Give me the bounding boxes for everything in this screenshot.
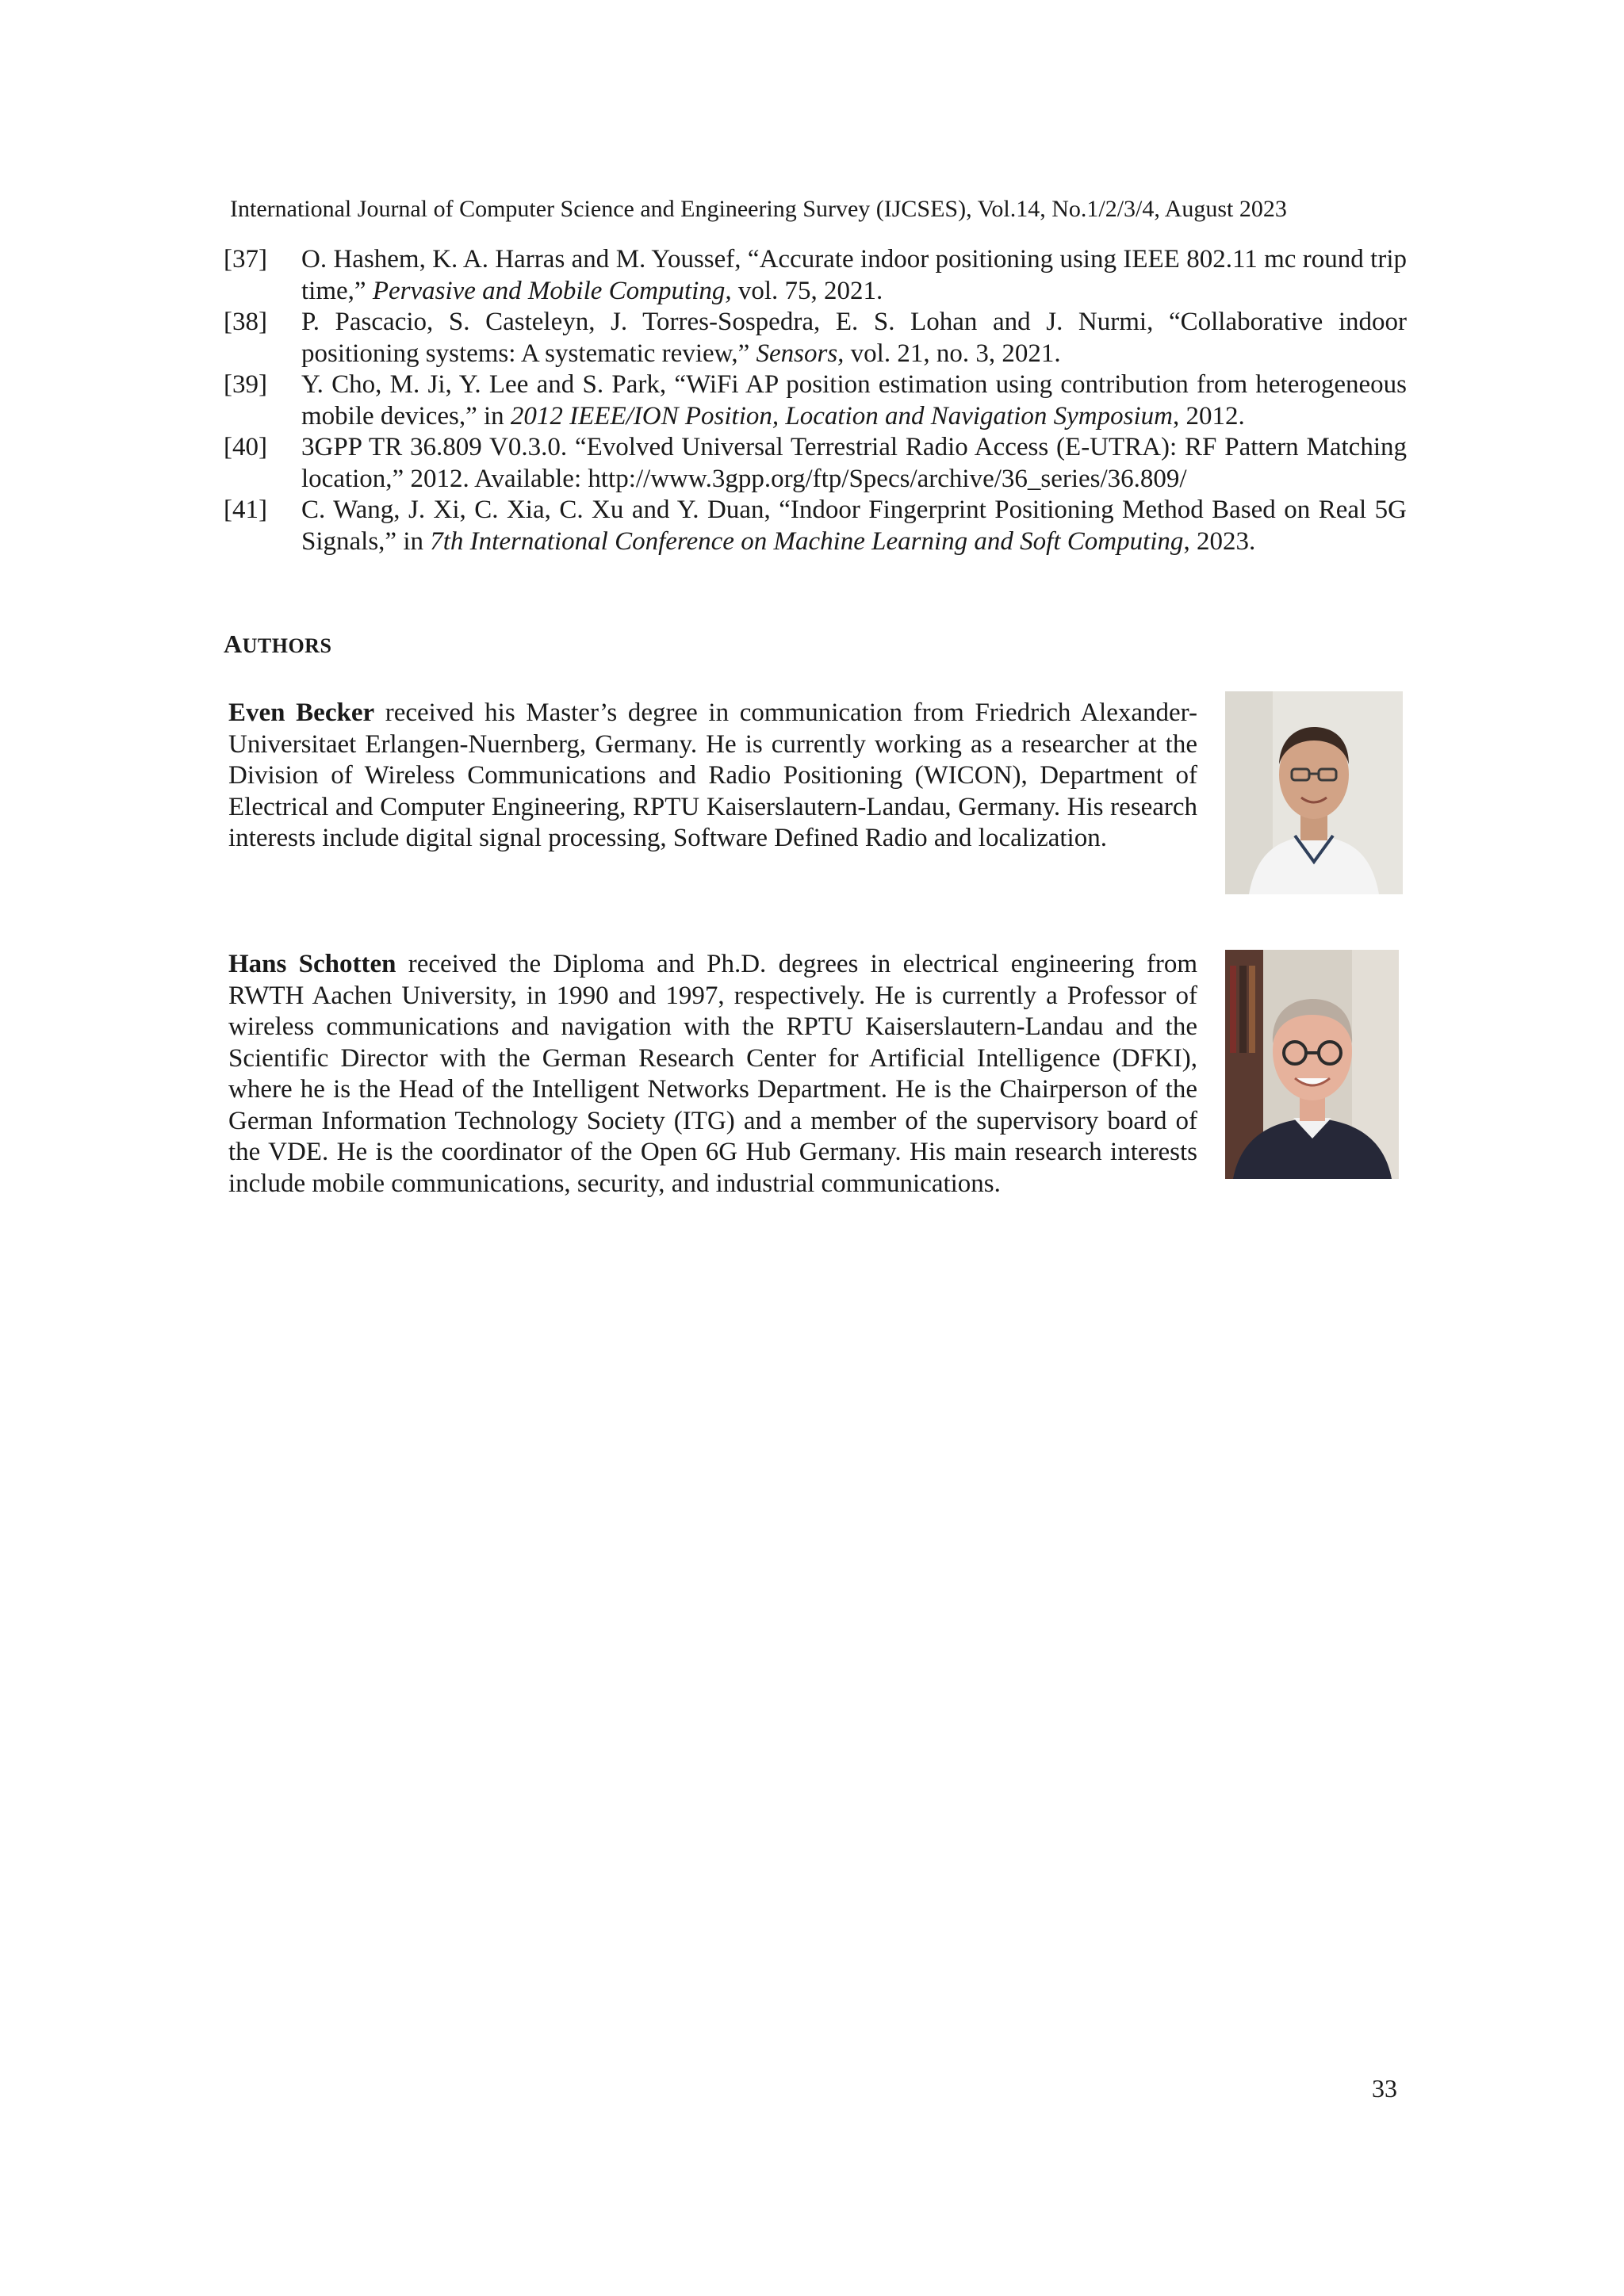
authors-heading-initial: A	[224, 629, 243, 658]
reference-item	[224, 307, 1407, 369]
author-bio	[228, 698, 1197, 855]
authors-heading	[224, 628, 331, 662]
author-bio-text: received the Diploma and Ph.D. degrees in electrical engineering from RWTH Aachen University, in 1990 and 1997, respectively. He is currently a Professor of wireless communications and navigation with the RPTU Kaiserslautern-Landau and the Scientific Director with the German Research Center for Artificial Intelligence (DFKI), where he is the Head of the Intelligent Networks Department. He is the Chairperson of the German Information Technology Society (ITG) and a member of the supervisory board of the VDE. He is the coordinator of the Open 6G Hub Germany. His main research interests include mobile communications, security, and industrial communications.	[228, 950, 1197, 1198]
authors-heading-rest: UTHORS	[242, 634, 332, 657]
reference-number: [40]	[224, 433, 267, 461]
reference-text	[301, 432, 1407, 495]
reference-text-tail: vol. 75, 2021.	[731, 276, 883, 305]
reference-venue: Pervasive and Mobile Computing,	[372, 276, 732, 305]
reference-number: [39]	[224, 370, 267, 399]
reference-text-main: P. Pascacio, S. Casteleyn, J. Torres-Sospedra, E. S. Lohan and J. Nurmi, “Collaborative indoor positioning systems: A systematic review,”	[301, 308, 1407, 368]
reference-text	[301, 495, 1407, 557]
reference-text-main: 3GPP TR 36.809 V0.3.0. “Evolved Universal Terrestrial Radio Access (E-UTRA): RF Pattern Matching location,” 2012. Available: http://www.3gpp.org/ftp/Specs/archive/36_series/36.809/	[301, 433, 1407, 493]
reference-text	[301, 369, 1407, 432]
journal-header: International Journal of Computer Science and Engineering Survey (IJCSES), Vol.14, No.1/2/3/4, August 2023	[230, 196, 1287, 222]
reference-venue: 7th International Conference on Machine Learning and Soft Computing	[430, 526, 1184, 556]
reference-text-tail: , 2023.	[1183, 526, 1256, 556]
author-photo	[1225, 950, 1399, 1179]
author-bio	[228, 949, 1197, 1200]
author-photo	[1225, 691, 1403, 894]
reference-number: [41]	[224, 496, 267, 524]
author-portrait-image	[1225, 950, 1399, 1179]
author-name: Hans Schotten	[228, 950, 396, 978]
reference-text-main: C. Wang, J. Xi, C. Xia, C. Xu and Y. Duan, “Indoor Fingerprint Positioning Method Based on Real 5G Signals,” in	[301, 496, 1407, 556]
reference-number: [38]	[224, 308, 267, 336]
author-portrait-image	[1225, 691, 1403, 894]
reference-text-tail: , 2012.	[1172, 401, 1245, 430]
reference-item	[224, 369, 1407, 432]
reference-item	[224, 244, 1407, 307]
reference-text-tail: vol. 21, no. 3, 2021.	[844, 339, 1061, 368]
author-bio-text: received his Master’s degree in communication from Friedrich Alexander-Universitaet Erlangen-Nuernberg, Germany. He is currently working as a researcher at the Division of Wireless Communications and Radio Positioning (WICON), Department of Electrical and Computer Engineering, RPTU Kaiserslautern-Landau, Germany. His research interests include digital signal processing, Software Defined Radio and localization.	[228, 698, 1197, 852]
reference-venue: Sensors,	[756, 339, 845, 368]
reference-text	[301, 244, 1407, 307]
reference-text-main: O. Hashem, K. A. Harras and M. Youssef, “Accurate indoor positioning using IEEE 802.11 mc round trip time,”	[301, 245, 1407, 305]
reference-list	[224, 244, 1407, 557]
reference-text	[301, 307, 1407, 369]
reference-item	[224, 432, 1407, 495]
reference-item	[224, 495, 1407, 557]
reference-number: [37]	[224, 245, 267, 274]
page-number: 33	[1372, 2074, 1397, 2103]
author-name: Even Becker	[228, 698, 375, 727]
reference-venue: 2012 IEEE/ION Position, Location and Navigation Symposium	[510, 401, 1173, 430]
reference-text-main: Y. Cho, M. Ji, Y. Lee and S. Park, “WiFi AP position estimation using contribution from heterogeneous mobile devices,” in	[301, 370, 1407, 430]
